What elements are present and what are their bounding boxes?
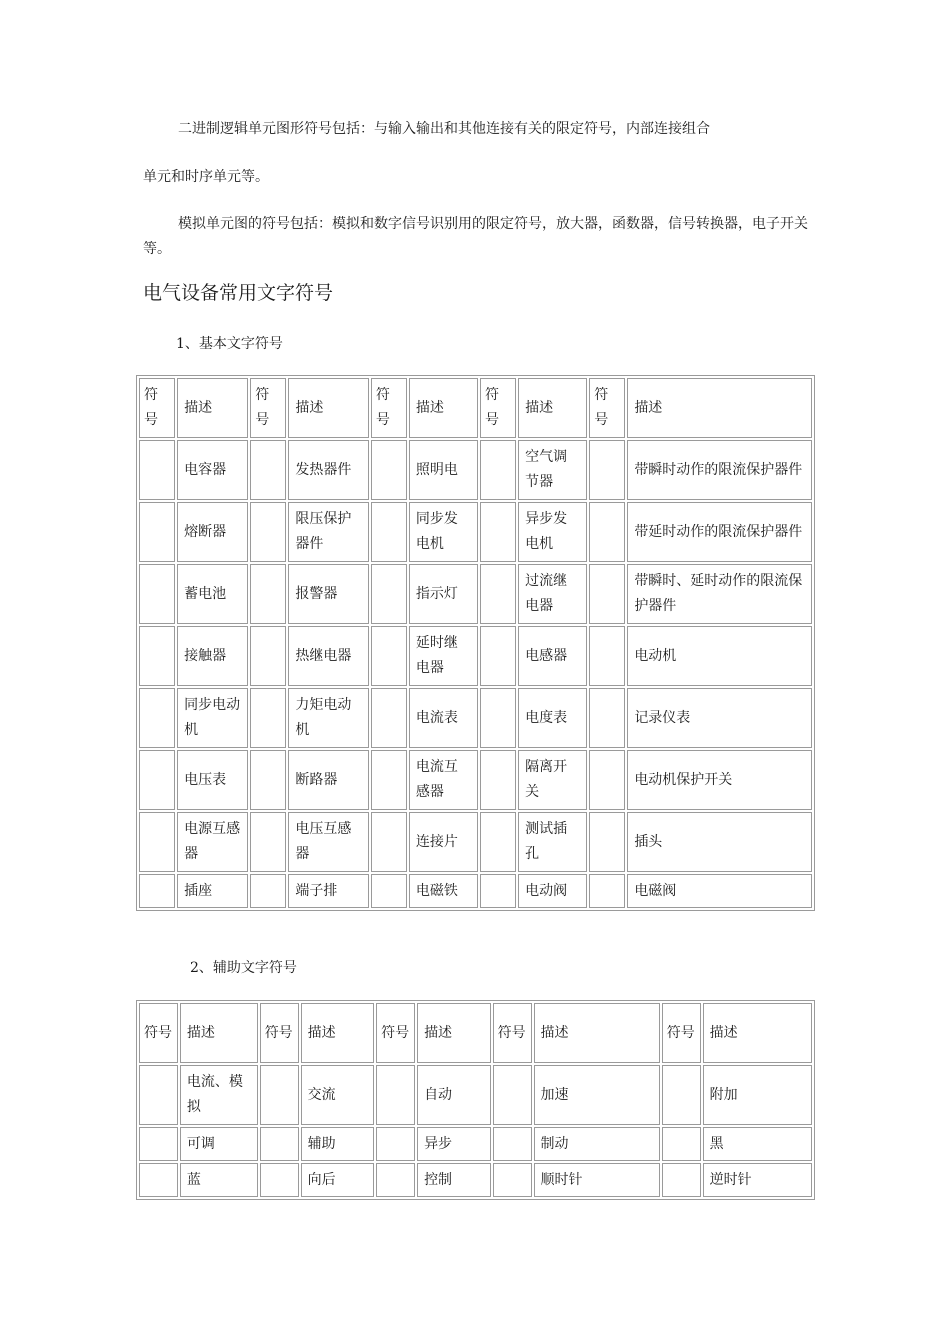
header-cell-description: 描述 bbox=[417, 1003, 491, 1063]
header-cell-description: 描述 bbox=[288, 378, 368, 438]
symbol-cell bbox=[250, 626, 286, 686]
table-row bbox=[139, 1127, 812, 1161]
symbol-cell bbox=[589, 626, 625, 686]
symbol-cell bbox=[250, 812, 286, 872]
basic-symbols-table bbox=[136, 375, 815, 911]
description-cell: 记录仪表 bbox=[627, 688, 812, 748]
basic-symbols-heading: 1、基本文字符号 bbox=[176, 336, 283, 352]
description-cell: 蓝 bbox=[180, 1163, 258, 1197]
header-cell-description: 描述 bbox=[180, 1003, 258, 1063]
description-cell: 异步发电机 bbox=[518, 502, 587, 562]
description-cell: 带延时动作的限流保护器件 bbox=[627, 502, 812, 562]
symbol-cell bbox=[371, 626, 407, 686]
symbol-cell bbox=[662, 1065, 701, 1125]
description-cell: 电压表 bbox=[177, 750, 248, 810]
description-cell: 接触器 bbox=[177, 626, 248, 686]
symbol-cell bbox=[662, 1163, 701, 1197]
description-cell: 电动机保护开关 bbox=[627, 750, 812, 810]
table-row bbox=[139, 626, 812, 686]
symbol-cell bbox=[589, 750, 625, 810]
symbol-cell bbox=[250, 564, 286, 624]
table-row bbox=[139, 564, 812, 624]
header-cell-symbol: 符号 bbox=[250, 378, 286, 438]
header-cell-symbol: 符号 bbox=[662, 1003, 701, 1063]
description-cell: 断路器 bbox=[288, 750, 368, 810]
symbol-cell bbox=[480, 564, 516, 624]
header-cell-symbol: 符号 bbox=[589, 378, 625, 438]
symbol-cell bbox=[480, 626, 516, 686]
symbol-cell bbox=[139, 750, 175, 810]
description-cell: 控制 bbox=[417, 1163, 491, 1197]
description-cell: 附加 bbox=[703, 1065, 812, 1125]
description-cell: 电磁阀 bbox=[627, 874, 812, 908]
description-cell: 辅助 bbox=[301, 1127, 375, 1161]
symbol-cell bbox=[250, 688, 286, 748]
symbol-cell bbox=[493, 1127, 532, 1161]
paragraph-analog-unit: 模拟单元图的符号包括：模拟和数字信号识别用的限定符号，放大器，函数器，信号转换器，电子开关等。 bbox=[143, 216, 808, 257]
description-cell: 向后 bbox=[301, 1163, 375, 1197]
description-cell: 电度表 bbox=[518, 688, 587, 748]
header-cell-symbol: 符号 bbox=[139, 378, 175, 438]
description-cell: 报警器 bbox=[288, 564, 368, 624]
description-cell: 测试插孔 bbox=[518, 812, 587, 872]
header-cell-description: 描述 bbox=[703, 1003, 812, 1063]
symbol-cell bbox=[260, 1127, 299, 1161]
description-cell: 带瞬时动作的限流保护器件 bbox=[627, 440, 812, 500]
description-cell: 隔离开关 bbox=[518, 750, 587, 810]
description-cell: 插座 bbox=[177, 874, 248, 908]
symbol-cell bbox=[480, 440, 516, 500]
description-cell: 蓄电池 bbox=[177, 564, 248, 624]
header-cell-description: 描述 bbox=[627, 378, 812, 438]
symbol-cell bbox=[589, 874, 625, 908]
symbol-cell bbox=[260, 1163, 299, 1197]
description-cell: 电动机 bbox=[627, 626, 812, 686]
description-cell: 异步 bbox=[417, 1127, 491, 1161]
symbol-cell bbox=[250, 750, 286, 810]
symbol-cell bbox=[493, 1163, 532, 1197]
description-cell: 热继电器 bbox=[288, 626, 368, 686]
table-row bbox=[139, 750, 812, 810]
symbol-cell bbox=[139, 1065, 178, 1125]
paragraph-binary-logic-line1: 二进制逻辑单元图形符号包括：与输入输出和其他连接有关的限定符号，内部连接组合 bbox=[178, 121, 710, 137]
symbol-cell bbox=[589, 688, 625, 748]
description-cell: 电流表 bbox=[409, 688, 478, 748]
header-cell-description: 描述 bbox=[534, 1003, 660, 1063]
symbol-cell bbox=[589, 564, 625, 624]
description-cell: 电流互感器 bbox=[409, 750, 478, 810]
symbol-cell bbox=[139, 874, 175, 908]
symbol-cell bbox=[493, 1065, 532, 1125]
symbol-cell bbox=[376, 1065, 415, 1125]
table-row bbox=[139, 1065, 812, 1125]
symbol-cell bbox=[376, 1163, 415, 1197]
auxiliary-symbols-table bbox=[136, 1000, 815, 1200]
description-cell: 过流继电器 bbox=[518, 564, 587, 624]
symbol-cell bbox=[250, 874, 286, 908]
symbol-cell bbox=[139, 502, 175, 562]
symbol-cell bbox=[480, 502, 516, 562]
header-cell-symbol: 符号 bbox=[260, 1003, 299, 1063]
description-cell: 插头 bbox=[627, 812, 812, 872]
symbol-cell bbox=[480, 874, 516, 908]
paragraph-binary-logic-line2: 单元和时序单元等。 bbox=[143, 169, 269, 185]
description-cell: 加速 bbox=[534, 1065, 660, 1125]
symbol-cell bbox=[589, 502, 625, 562]
header-cell-description: 描述 bbox=[409, 378, 478, 438]
header-cell-description: 描述 bbox=[301, 1003, 375, 1063]
symbol-cell bbox=[250, 502, 286, 562]
symbol-cell bbox=[139, 1163, 178, 1197]
description-cell: 指示灯 bbox=[409, 564, 478, 624]
symbol-cell bbox=[139, 440, 175, 500]
description-cell: 制动 bbox=[534, 1127, 660, 1161]
description-cell: 同步发电机 bbox=[409, 502, 478, 562]
symbol-cell bbox=[260, 1065, 299, 1125]
table-row bbox=[139, 440, 812, 500]
table-row bbox=[139, 1163, 812, 1197]
symbol-cell bbox=[371, 440, 407, 500]
table-row bbox=[139, 688, 812, 748]
symbol-cell bbox=[589, 812, 625, 872]
description-cell: 空气调节器 bbox=[518, 440, 587, 500]
description-cell: 电磁铁 bbox=[409, 874, 478, 908]
header-cell-symbol: 符号 bbox=[480, 378, 516, 438]
symbol-cell bbox=[589, 440, 625, 500]
table-row bbox=[139, 502, 812, 562]
header-cell-symbol: 符号 bbox=[371, 378, 407, 438]
symbol-cell bbox=[250, 440, 286, 500]
symbol-cell bbox=[480, 812, 516, 872]
description-cell: 电流、模拟 bbox=[180, 1065, 258, 1125]
header-cell-description: 描述 bbox=[177, 378, 248, 438]
description-cell: 可调 bbox=[180, 1127, 258, 1161]
header-cell-symbol: 符号 bbox=[493, 1003, 532, 1063]
description-cell: 带瞬时、延时动作的限流保护器件 bbox=[627, 564, 812, 624]
description-cell: 延时继电器 bbox=[409, 626, 478, 686]
description-cell: 力矩电动机 bbox=[288, 688, 368, 748]
description-cell: 交流 bbox=[301, 1065, 375, 1125]
header-cell-symbol: 符号 bbox=[139, 1003, 178, 1063]
description-cell: 端子排 bbox=[288, 874, 368, 908]
description-cell: 电容器 bbox=[177, 440, 248, 500]
description-cell: 电动阀 bbox=[518, 874, 587, 908]
symbol-cell bbox=[139, 1127, 178, 1161]
symbol-cell bbox=[371, 502, 407, 562]
symbol-cell bbox=[371, 564, 407, 624]
auxiliary-symbols-heading: 2、辅助文字符号 bbox=[190, 960, 297, 976]
symbol-cell bbox=[662, 1127, 701, 1161]
symbol-cell bbox=[139, 688, 175, 748]
description-cell: 电压互感器 bbox=[288, 812, 368, 872]
table-row bbox=[139, 812, 812, 872]
description-cell: 同步电动机 bbox=[177, 688, 248, 748]
description-cell: 电源互感器 bbox=[177, 812, 248, 872]
header-cell-description: 描述 bbox=[518, 378, 587, 438]
table-header-row bbox=[139, 378, 812, 438]
table-row bbox=[139, 874, 812, 908]
description-cell: 连接片 bbox=[409, 812, 478, 872]
symbol-cell bbox=[139, 812, 175, 872]
symbol-cell bbox=[371, 874, 407, 908]
description-cell: 照明电 bbox=[409, 440, 478, 500]
section-title: 电气设备常用文字符号 bbox=[143, 282, 334, 304]
description-cell: 黑 bbox=[703, 1127, 812, 1161]
symbol-cell bbox=[371, 812, 407, 872]
description-cell: 熔断器 bbox=[177, 502, 248, 562]
table-header-row bbox=[139, 1003, 812, 1063]
description-cell: 限压保护器件 bbox=[288, 502, 368, 562]
symbol-cell bbox=[480, 750, 516, 810]
symbol-cell bbox=[139, 564, 175, 624]
description-cell: 电感器 bbox=[518, 626, 587, 686]
symbol-cell bbox=[139, 626, 175, 686]
description-cell: 逆时针 bbox=[703, 1163, 812, 1197]
description-cell: 顺时针 bbox=[534, 1163, 660, 1197]
symbol-cell bbox=[371, 688, 407, 748]
symbol-cell bbox=[371, 750, 407, 810]
description-cell: 发热器件 bbox=[288, 440, 368, 500]
symbol-cell bbox=[376, 1127, 415, 1161]
description-cell: 自动 bbox=[417, 1065, 491, 1125]
symbol-cell bbox=[480, 688, 516, 748]
header-cell-symbol: 符号 bbox=[376, 1003, 415, 1063]
